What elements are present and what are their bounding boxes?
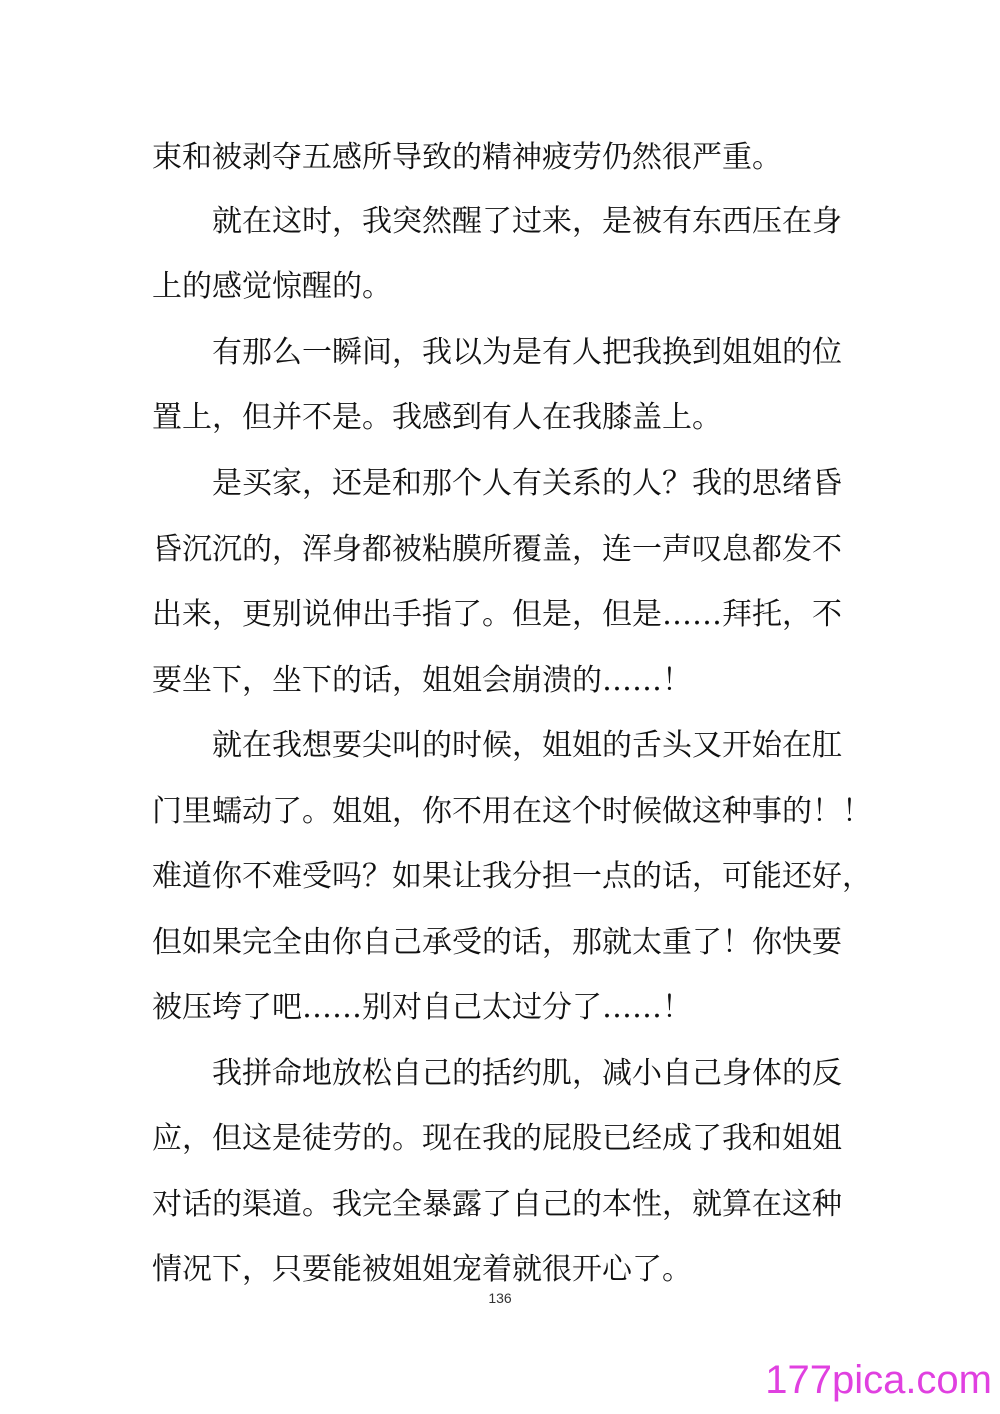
text-line: 要坐下，坐下的话，姐姐会崩溃的……！ — [152, 663, 692, 698]
text-line: 就在这时，我突然醒了过来，是被有东西压在身 — [212, 204, 842, 239]
text-line: 置上，但并不是。我感到有人在我膝盖上。 — [152, 400, 722, 435]
text-line: 上的感觉惊醒的。 — [152, 269, 392, 304]
text-line: 束和被剥夺五感所导致的精神疲劳仍然很严重。 — [152, 140, 782, 175]
text-line: 就在我想要尖叫的时候，姐姐的舌头又开始在肛 — [212, 728, 842, 763]
text-line: 对话的渠道。我完全暴露了自己的本性，就算在这种 — [152, 1187, 842, 1222]
text-line: 是买家，还是和那个人有关系的人？我的思绪昏 — [212, 466, 842, 501]
text-line: 情况下，只要能被姐姐宠着就很开心了。 — [152, 1252, 692, 1287]
text-line: 昏沉沉的，浑身都被粘膜所覆盖，连一声叹息都发不 — [152, 532, 842, 567]
text-line: 但如果完全由你自己承受的话，那就太重了！你快要 — [152, 925, 842, 960]
text-line: 有那么一瞬间，我以为是有人把我换到姐姐的位 — [212, 335, 842, 370]
text-line: 我拼命地放松自己的括约肌，减小自己身体的反 — [212, 1056, 842, 1091]
page-number: 136 — [488, 1290, 512, 1306]
watermark: 177pica.com — [765, 1358, 992, 1402]
text-line: 门里蠕动了。姐姐，你不用在这个时候做这种事的！！ — [152, 794, 872, 829]
text-line: 应，但这是徒劳的。现在我的屁股已经成了我和姐姐 — [152, 1121, 842, 1156]
text-line: 难道你不难受吗？如果让我分担一点的话，可能还好， — [152, 859, 872, 894]
text-line: 被压垮了吧……别对自己太过分了……！ — [152, 990, 692, 1025]
text-line: 出来，更别说伸出手指了。但是，但是……拜托，不 — [152, 597, 842, 632]
